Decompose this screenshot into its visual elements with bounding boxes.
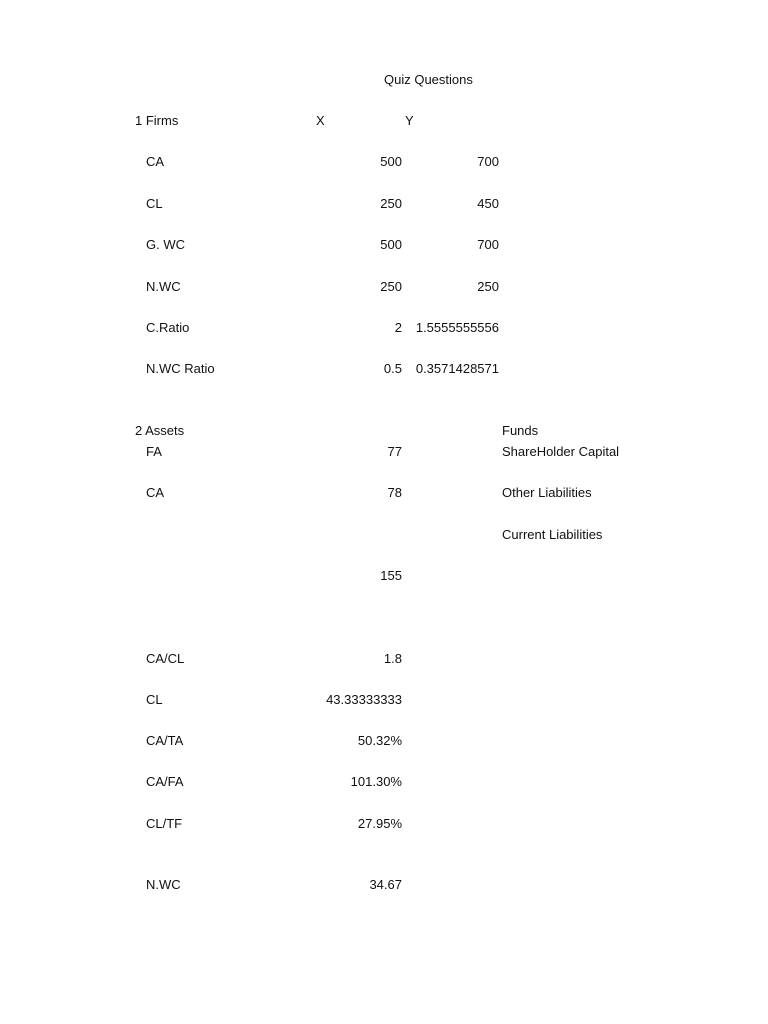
row-label: C.Ratio xyxy=(146,320,190,335)
q2-funds-label: Funds xyxy=(502,423,539,438)
page-title: Quiz Questions xyxy=(384,72,473,87)
nwc-value: 34.67 xyxy=(369,877,402,892)
nwc-label: N.WC xyxy=(146,877,181,892)
row-y-value: 0.3571428571 xyxy=(415,361,499,376)
ratio-value: 50.32% xyxy=(357,733,402,748)
fund-shareholder-capital: ShareHolder Capital xyxy=(502,444,620,459)
ratio-label: CA/TA xyxy=(146,733,184,748)
row-x-value: 500 xyxy=(380,237,402,252)
ratio-value: 101.30% xyxy=(350,774,402,789)
row-y-value: 250 xyxy=(477,279,499,294)
row-x-value: 500 xyxy=(380,154,402,169)
ratio-label: CA/FA xyxy=(146,774,184,789)
row-y-value: 1.5555555556 xyxy=(415,320,499,335)
row-label: CA xyxy=(146,154,165,169)
row-y-value: 450 xyxy=(477,196,499,211)
row-label: N.WC Ratio xyxy=(146,361,215,376)
fund-other-liabilities: Other Liabilities xyxy=(502,485,592,500)
ca-label: CA xyxy=(146,485,165,500)
fa-value: 77 xyxy=(387,444,402,459)
ratio-label: CA/CL xyxy=(146,651,185,666)
q2-assets-label: 2 Assets xyxy=(135,423,185,438)
q1-column-y-header: Y xyxy=(405,113,414,128)
ratio-label: CL/TF xyxy=(146,816,183,831)
row-label: G. WC xyxy=(146,237,185,252)
q1-column-x-header: X xyxy=(316,113,325,128)
fa-label: FA xyxy=(146,444,162,459)
fund-current-liabilities: Current Liabilities xyxy=(502,527,603,542)
row-x-value: 250 xyxy=(380,279,402,294)
row-x-value: 250 xyxy=(380,196,402,211)
ratio-value: 1.8 xyxy=(383,651,402,666)
row-label: N.WC xyxy=(146,279,181,294)
q1-label: 1 Firms xyxy=(135,113,179,128)
row-x-value: 2 xyxy=(394,320,402,335)
row-y-value: 700 xyxy=(477,154,499,169)
ratio-label: CL xyxy=(146,692,163,707)
ca-value: 78 xyxy=(387,485,402,500)
row-x-value: 0.5 xyxy=(383,361,402,376)
assets-total: 155 xyxy=(380,568,402,583)
ratio-value: 27.95% xyxy=(357,816,402,831)
row-label: CL xyxy=(146,196,163,211)
ratio-value: 43.33333333 xyxy=(326,692,402,707)
row-y-value: 700 xyxy=(477,237,499,252)
